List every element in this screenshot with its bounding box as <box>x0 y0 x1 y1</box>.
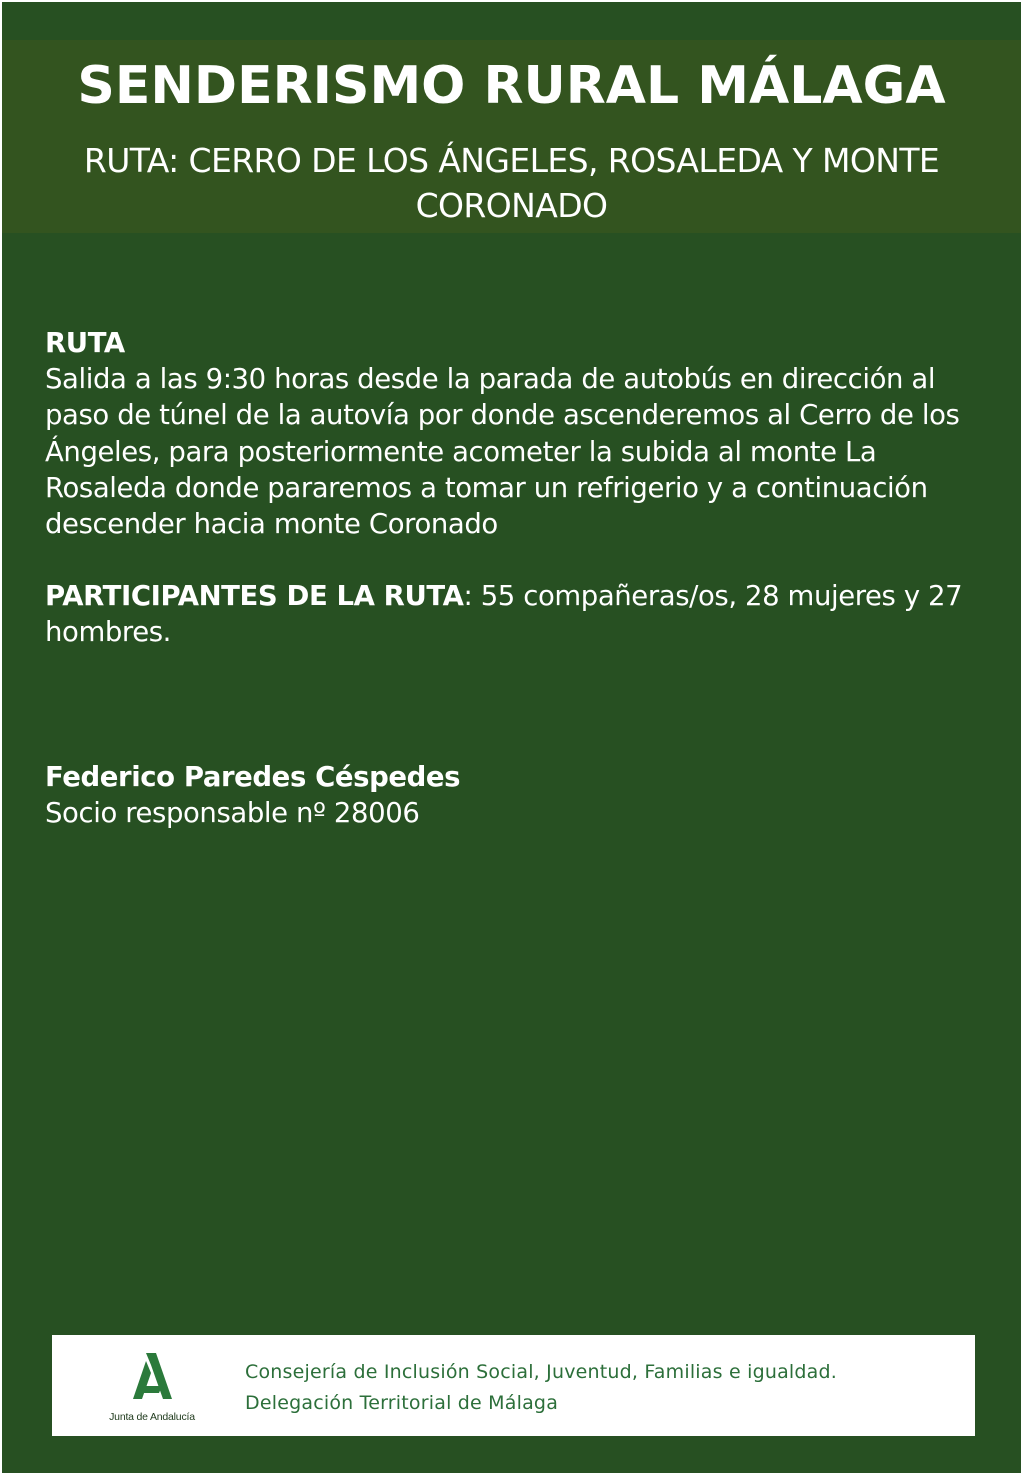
spacer <box>45 542 985 578</box>
route-heading: RUTA <box>45 327 125 359</box>
main-content <box>45 325 985 831</box>
spacer <box>45 651 985 759</box>
participants-paragraph <box>45 578 985 650</box>
poster-page <box>2 2 1021 1473</box>
footer-delegation: Delegación Territorial de Málaga <box>245 1392 559 1414</box>
logo-caption: Junta de Andalucía <box>109 1411 195 1423</box>
footer-box <box>52 1335 975 1436</box>
participants-label: PARTICIPANTES DE LA RUTA <box>45 580 464 613</box>
route-subtitle: RUTA: CERRO DE LOS ÁNGELES, ROSALEDA Y MONTE CORONADO <box>83 141 940 225</box>
header-band <box>2 40 1021 233</box>
junta-andalucia-a-icon <box>132 1353 172 1403</box>
signature-role: Socio responsable nº 28006 <box>45 796 420 829</box>
footer-text <box>245 1357 837 1419</box>
signature-name: Federico Paredes Céspedes <box>45 760 461 793</box>
footer-department: Consejería de Inclusión Social, Juventud, Familias e igualdad. <box>245 1361 838 1383</box>
page-title: SENDERISMO RURAL MÁLAGA <box>77 56 946 116</box>
participants-text: : 55 compañeras/os, 28 mujeres y 27 hombres. <box>45 580 963 649</box>
route-description: Salida a las 9:30 horas desde la parada de autobús en dirección al paso de túnel de la autovía por donde ascenderemos al Cerro de los Ángeles, para posteriormente acometer la subida al monte La Rosaleda donde pararemos a tomar un refrigerio y a continuación descender hacia monte Coronado <box>45 363 960 541</box>
junta-de-andalucia-logo <box>92 1353 212 1425</box>
